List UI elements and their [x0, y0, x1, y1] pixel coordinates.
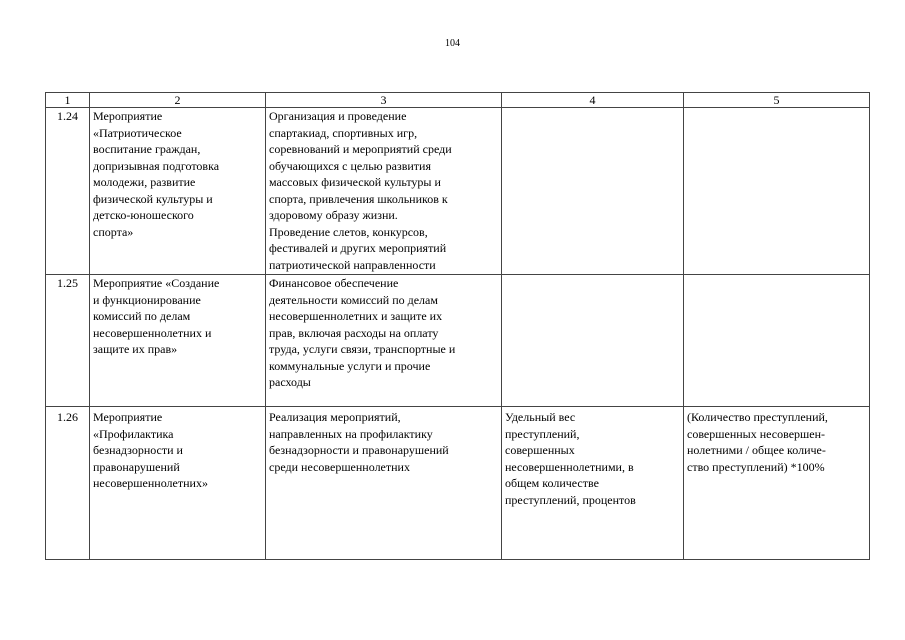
indicator: [502, 108, 684, 275]
header-row: [46, 93, 870, 108]
column-header-1: 1: [46, 93, 90, 108]
column-header-2: 2: [90, 93, 266, 108]
formula: [684, 275, 870, 407]
column-header-5: 5: [684, 93, 870, 108]
event-name: Мероприятие «Профилактика безнадзорности и правонарушений несовершеннолетних»: [90, 407, 266, 560]
row-number: 1.25: [46, 275, 90, 407]
formula: [684, 108, 870, 275]
indicator: Удельный вес преступлений, совершенных несовершеннолетними, в общем количестве преступлений, процентов: [502, 407, 684, 560]
formula: (Количество преступлений, совершенных несовершен- нолетними / общее количе- ство преступлений) *100%: [684, 407, 870, 560]
program-table: [45, 92, 870, 560]
event-name: Мероприятие «Патриотическое воспитание граждан, допризывная подготовка молодежи, развитие физической культуры и детско-юношеского спорта»: [90, 108, 266, 275]
table-row: [46, 407, 870, 560]
column-header-4: 4: [502, 93, 684, 108]
row-number: 1.26: [46, 407, 90, 560]
event-name: Мероприятие «Создание и функционирование комиссий по делам несовершеннолетних и защите их прав»: [90, 275, 266, 407]
row-number: 1.24: [46, 108, 90, 275]
event-description: Финансовое обеспечение деятельности комиссий по делам несовершеннолетних и защите их прав, включая расходы на оплату труда, услуги связи, транспортные и коммунальные услуги и прочие расходы: [266, 275, 502, 407]
page-number: 104: [445, 38, 460, 49]
table-row: [46, 108, 870, 275]
event-description: Организация и проведение спартакиад, спортивных игр, соревнований и мероприятий среди обучающихся с целью развития массовых физической культуры и спорта, привлечения школьников к здоровому образу жизни. Проведение слетов, конкурсов, фестивалей и других мероприятий патриотической направленности: [266, 108, 502, 275]
event-description: Реализация мероприятий, направленных на профилактику безнадзорности и правонарушений среди несовершеннолетних: [266, 407, 502, 560]
indicator: [502, 275, 684, 407]
column-header-3: 3: [266, 93, 502, 108]
table-row: [46, 275, 870, 407]
